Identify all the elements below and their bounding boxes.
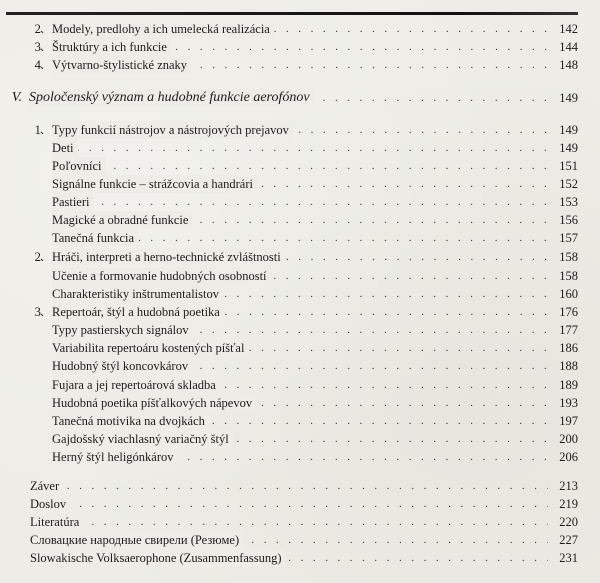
toc-subentry xyxy=(0,412,600,430)
subentry-page: 151 xyxy=(559,159,578,173)
toc-back-matter-entry xyxy=(0,513,600,531)
toc-subentry xyxy=(0,193,600,211)
chapter-number: V. xyxy=(11,90,22,105)
subentry-title: Herný štýl heligónkárov xyxy=(52,448,178,466)
subentry-page: 193 xyxy=(559,396,578,410)
entry-page: 144 xyxy=(559,40,578,54)
toc-subentry xyxy=(0,430,600,448)
leader-dots xyxy=(30,477,548,495)
subentry-page: 158 xyxy=(559,269,578,283)
entry-title: Literatúra xyxy=(30,513,83,531)
toc-entry xyxy=(0,56,600,74)
toc-subentry xyxy=(0,229,600,247)
entry-page: 220 xyxy=(559,515,578,529)
toc-subentry xyxy=(0,175,600,193)
subentry-title: Signálne funkcie – strážcovia a handrári xyxy=(52,175,257,193)
subentry-page: 197 xyxy=(559,414,578,428)
entry-title: Hráči, interpreti a herno-technické zvláštnosti xyxy=(52,248,285,266)
subentry-title: Gajdošský viachlasný variačný štýl xyxy=(52,430,233,448)
toc-section xyxy=(0,248,600,266)
subentry-title: Charakteristiky inštrumentalistov xyxy=(52,285,223,303)
subentry-title: Typy pastierskych signálov xyxy=(52,321,193,339)
entry-number: 2. xyxy=(34,250,44,264)
leader-dots xyxy=(30,495,548,513)
toc-subentry xyxy=(0,267,600,285)
toc-entry xyxy=(0,20,600,38)
entry-title: Štruktúry a ich funkcie xyxy=(52,38,171,56)
entry-title: Typy funkcií nástrojov a nástrojových prejavov xyxy=(52,121,293,139)
toc-entry xyxy=(0,38,600,56)
entry-title: Doslov xyxy=(30,495,70,513)
leader-dots xyxy=(30,513,548,531)
toc-subentry xyxy=(0,321,600,339)
entry-number: 1. xyxy=(34,123,44,137)
subentry-page: 186 xyxy=(559,341,578,355)
toc-subentry xyxy=(0,285,600,303)
toc-back-matter-entry xyxy=(0,531,600,549)
subentry-title: Variabilita repertoáru kostených píšťal xyxy=(52,339,248,357)
subentry-title: Pastieri xyxy=(52,193,94,211)
entry-title: Modely, predlohy a ich umelecká realizácia xyxy=(52,20,274,38)
entry-title: Repertoár, štýl a hudobná poetika xyxy=(52,303,224,321)
subentry-page: 206 xyxy=(559,450,578,464)
toc-subentry xyxy=(0,394,600,412)
subentry-page: 157 xyxy=(559,231,578,245)
entry-page: 176 xyxy=(559,305,578,319)
entry-page: 148 xyxy=(559,58,578,72)
entry-title: Словацкие народные свирели (Резюме) xyxy=(30,531,243,549)
entry-page: 227 xyxy=(559,533,578,547)
toc-subentry xyxy=(0,339,600,357)
subentry-page: 200 xyxy=(559,432,578,446)
subentry-title: Hudobná poetika píšťalkových nápevov xyxy=(52,394,256,412)
leader-dots xyxy=(52,139,548,157)
subentry-title: Tanečná funkcia xyxy=(52,229,138,247)
toc-subentry xyxy=(0,139,600,157)
subentry-page: 189 xyxy=(559,378,578,392)
toc-section xyxy=(0,121,600,139)
leader-dots xyxy=(52,193,548,211)
entry-number: 3. xyxy=(34,305,44,319)
subentry-title: Deti xyxy=(52,139,78,157)
entry-page: 158 xyxy=(559,250,578,264)
entry-page: 142 xyxy=(559,22,578,36)
subentry-title: Poľovníci xyxy=(52,157,106,175)
chapter-page: 149 xyxy=(559,91,578,105)
subentry-page: 160 xyxy=(559,287,578,301)
subentry-page: 153 xyxy=(559,195,578,209)
subentry-title: Magické a obradné funkcie xyxy=(52,211,192,229)
leader-dots xyxy=(52,157,548,175)
toc-subentry xyxy=(0,157,600,175)
entry-number: 2. xyxy=(34,22,44,36)
toc-subentry xyxy=(0,357,600,375)
top-rule xyxy=(6,12,578,15)
chapter-title: Spoločenský význam a hudobné funkcie aerofónov xyxy=(29,89,314,107)
entry-title: Slowakische Volksaerophone (Zusammenfassung) xyxy=(30,549,286,567)
toc-subentry xyxy=(0,376,600,394)
toc-back-matter-entry xyxy=(0,495,600,513)
subentry-title: Učenie a formovanie hudobných osobností xyxy=(52,267,271,285)
toc-section xyxy=(0,303,600,321)
toc-back-matter-entry xyxy=(0,549,600,567)
toc-chapter xyxy=(0,89,600,107)
entry-page: 149 xyxy=(559,123,578,137)
subentry-page: 188 xyxy=(559,359,578,373)
entry-page: 231 xyxy=(559,551,578,565)
entry-number: 4. xyxy=(34,58,44,72)
entry-title: Výtvarno-štylistické znaky xyxy=(52,56,191,74)
subentry-page: 177 xyxy=(559,323,578,337)
entry-page: 213 xyxy=(559,479,578,493)
subentry-title: Tanečná motivika na dvojkách xyxy=(52,412,209,430)
subentry-page: 156 xyxy=(559,213,578,227)
entry-page: 219 xyxy=(559,497,578,511)
toc-subentry xyxy=(0,448,600,466)
subentry-title: Hudobný štýl koncovkárov xyxy=(52,357,192,375)
entry-number: 3. xyxy=(34,40,44,54)
subentry-page: 152 xyxy=(559,177,578,191)
subentry-title: Fujara a jej repertoárová skladba xyxy=(52,376,220,394)
toc-subentry xyxy=(0,211,600,229)
toc-back-matter-entry xyxy=(0,477,600,495)
entry-title: Záver xyxy=(30,477,63,495)
subentry-page: 149 xyxy=(559,141,578,155)
